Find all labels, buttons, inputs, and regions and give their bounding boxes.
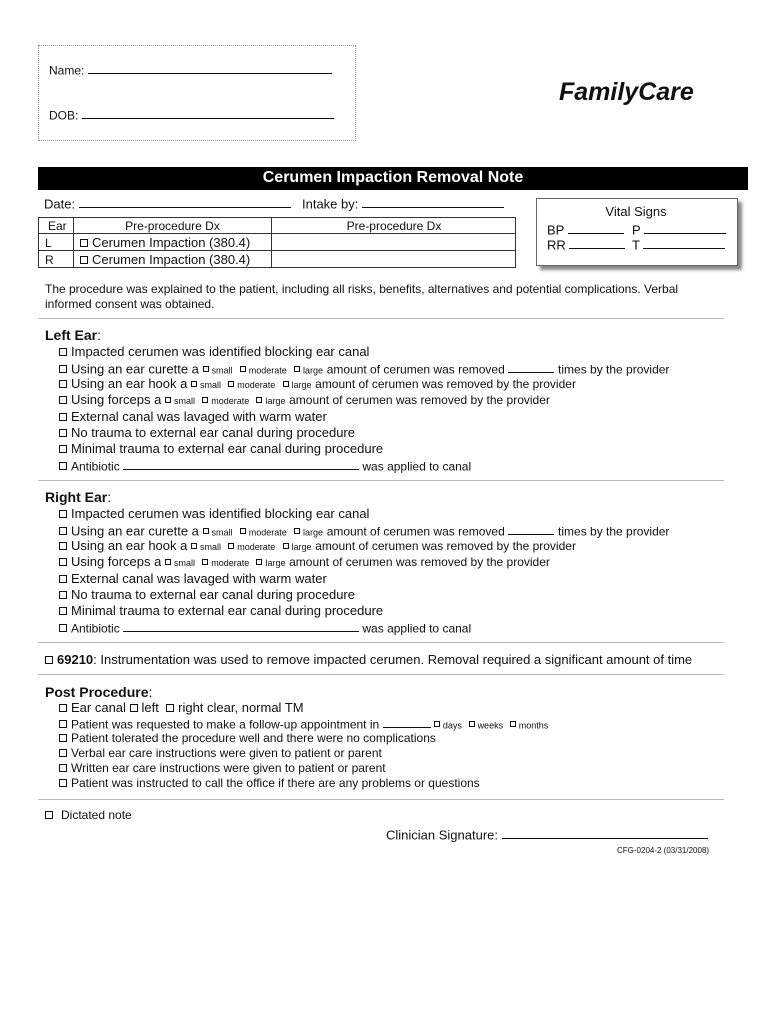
checkbox-icon[interactable] [59,764,67,772]
checkbox-icon[interactable] [59,704,67,712]
left-curette[interactable]: Using an ear curette a small moderate large amount of cerumen was removed times by the provider [59,360,669,376]
checkbox-icon[interactable] [510,721,516,727]
checkbox-icon[interactable] [240,366,246,372]
checkbox-icon[interactable] [59,720,67,728]
right-minimal[interactable]: Minimal trauma to external ear canal during procedure [59,603,383,618]
rr-field[interactable] [547,236,625,252]
post-ear-canal[interactable]: Ear canal left right clear, normal TM [59,700,304,715]
signature-field[interactable] [386,826,708,842]
right-curette[interactable]: Using an ear curette a small moderate large amount of cerumen was removed times by the provider [59,522,669,538]
divider [38,799,724,800]
checkbox-icon[interactable] [59,380,67,388]
checkbox-icon[interactable] [59,527,67,535]
checkbox-icon[interactable] [165,397,171,403]
checkbox-icon[interactable] [434,721,440,727]
rr-label: RR [547,237,566,253]
checkbox-icon[interactable] [283,381,289,387]
checkbox-icon[interactable] [59,462,67,470]
dx-row-left-check[interactable] [80,235,250,250]
form-code: CFG-0204-2 (03/31/2008) [617,846,710,855]
dx-row-ear: L [45,236,52,250]
signature-label: Clinician Signature: [386,827,499,843]
checkbox-icon[interactable] [59,348,67,356]
consent-line-1: The procedure was explained to the patient, including all risks, benefits, alternatives and potential complications. Verbal [45,282,679,296]
checkbox-icon[interactable] [59,624,67,632]
checkbox-icon[interactable] [59,396,67,404]
checkbox-icon[interactable] [59,779,67,787]
left-hook[interactable]: Using an ear hook a small moderate large amount of cerumen was removed by the provider [59,376,576,391]
dx-row-right-check[interactable] [80,252,250,267]
t-label: T [632,237,640,253]
dx-header-1: Pre-procedure Dx [125,219,220,233]
left-forceps[interactable]: Using forceps a small moderate large amount of cerumen was removed by the provider [59,392,550,407]
dx-header-2: Pre-procedure Dx [346,219,442,233]
checkbox-icon[interactable] [59,365,67,373]
checkbox-icon[interactable] [203,366,209,372]
dob-label: DOB: [49,108,79,123]
right-hook[interactable]: Using an ear hook a small moderate large amount of cerumen was removed by the provider [59,538,576,553]
checkbox-icon[interactable] [45,811,53,819]
checkbox-icon[interactable] [59,445,67,453]
checkbox-icon[interactable] [130,704,138,712]
checkbox-icon[interactable] [228,381,234,387]
post-written[interactable]: Written ear care instructions were given to patient or parent [59,761,386,775]
checkbox-icon[interactable] [45,656,53,664]
bp-label: BP [547,222,565,238]
divider [38,318,724,319]
checkbox-icon[interactable] [256,559,262,565]
left-no-trauma[interactable]: No trauma to external ear canal during procedure [59,425,355,440]
consent-line-2: informed consent was obtained. [45,297,215,311]
dx-row-dx: Cerumen Impaction (380.4) [92,235,251,250]
right-forceps[interactable]: Using forceps a small moderate large amount of cerumen was removed by the provider [59,554,550,569]
checkbox-icon[interactable] [166,704,174,712]
post-call[interactable]: Patient was instructed to call the office if there are any problems or questions [59,776,480,790]
divider [38,480,724,481]
left-antibiotic[interactable]: Antibiotic was applied to canal [59,458,471,473]
dx-row-dx: Cerumen Impaction (380.4) [92,252,251,267]
post-tolerated[interactable]: Patient tolerated the procedure well and there were no complications [59,731,436,745]
post-followup[interactable]: Patient was requested to make a follow-up appointment in days weeks months [59,716,548,731]
left-ear-heading: Left Ear: [45,327,102,343]
checkbox-icon[interactable] [59,591,67,599]
checkbox-icon[interactable] [202,559,208,565]
checkbox-icon[interactable] [469,721,475,727]
checkbox-icon[interactable] [59,575,67,583]
left-impacted[interactable]: Impacted cerumen was identified blocking ear canal [59,344,369,359]
name-label: Name: [49,63,85,78]
patient-box [38,45,356,141]
checkbox-icon[interactable] [240,528,246,534]
cpt-69210-option[interactable]: 69210: Instrumentation was used to remove impacted cerumen. Removal required a significant amount of time [45,652,692,667]
checkbox-icon[interactable] [80,239,88,247]
checkbox-icon[interactable] [59,749,67,757]
divider [38,642,724,643]
bp-field[interactable] [547,221,624,237]
divider [38,674,724,675]
checkbox-icon[interactable] [191,381,197,387]
intake-label: Intake by: [302,196,359,212]
post-verbal[interactable]: Verbal ear care instructions were given to patient or parent [59,746,382,760]
checkbox-icon[interactable] [191,543,197,549]
left-lavaged[interactable]: External canal was lavaged with warm water [59,409,327,424]
checkbox-icon[interactable] [203,528,209,534]
checkbox-icon[interactable] [80,256,88,264]
checkbox-icon[interactable] [294,366,300,372]
intake-field[interactable] [302,195,504,211]
dx-header-ear: Ear [48,219,67,233]
dob-field[interactable] [49,107,334,122]
right-ear-heading: Right Ear: [45,489,112,505]
checkbox-icon[interactable] [294,528,300,534]
right-lavaged[interactable]: External canal was lavaged with warm water [59,571,327,586]
dictated-note-option[interactable]: Dictated note [45,808,132,822]
p-field[interactable] [632,221,726,237]
checkbox-icon[interactable] [202,397,208,403]
checkbox-icon[interactable] [59,429,67,437]
checkbox-icon[interactable] [59,607,67,615]
vitals-title: Vital Signs [605,204,667,219]
name-field[interactable] [49,62,332,77]
checkbox-icon[interactable] [59,413,67,421]
date-field[interactable] [44,195,291,211]
checkbox-icon[interactable] [283,543,289,549]
checkbox-icon[interactable] [59,510,67,518]
checkbox-icon[interactable] [228,543,234,549]
right-antibiotic[interactable]: Antibiotic was applied to canal [59,620,471,635]
t-field[interactable] [632,236,725,252]
checkbox-icon[interactable] [59,542,67,550]
checkbox-icon[interactable] [59,558,67,566]
checkbox-icon[interactable] [59,734,67,742]
checkbox-icon[interactable] [165,559,171,565]
brand-logo: FamilyCare [559,78,694,106]
date-label: Date: [44,196,76,212]
right-impacted[interactable]: Impacted cerumen was identified blocking ear canal [59,506,369,521]
dx-row-ear: R [45,253,54,267]
right-no-trauma[interactable]: No trauma to external ear canal during procedure [59,587,355,602]
checkbox-icon[interactable] [256,397,262,403]
page-title: Cerumen Impaction Removal Note [262,169,524,186]
left-minimal[interactable]: Minimal trauma to external ear canal during procedure [59,441,383,456]
post-procedure-heading: Post Procedure: [45,684,153,700]
p-label: P [632,222,641,238]
